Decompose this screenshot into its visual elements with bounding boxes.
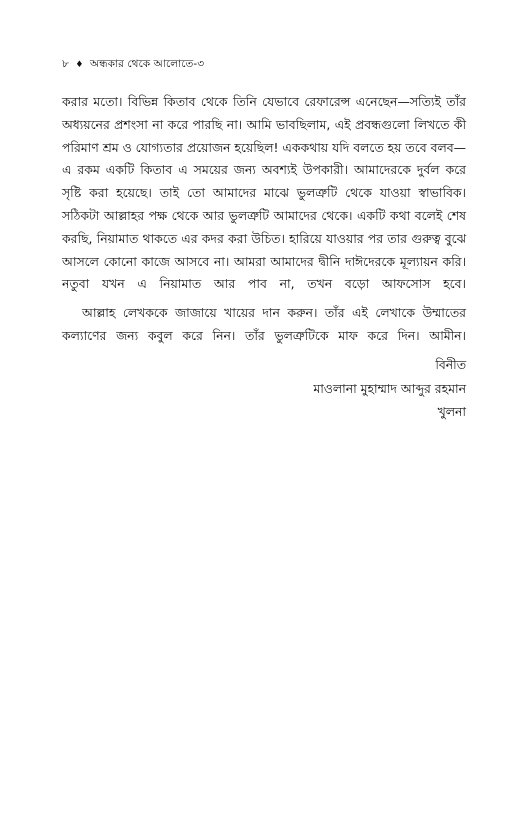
paragraph-1: করার মতো। বিভিন্ন কিতাব থেকে তিনি যেভাবে রেফারেন্স এনেছেন—সত্যিই তাঁর অধ্যয়নের প্রশংসা না করে পারছি না। আমি ভাবছিলাম, এই প্রবন্ধগুলো লিখতে কী পরিমাণ শ্রম ও যোগ্যতার প্রয়োজন হয়েছিল! এককথায় যদি বলতে হয় তবে বলব— এ রকম একটি কিতাব এ সময়ের জন্য অবশ্যই উপকারী। আমাদেরকে দুর্বল করে সৃষ্টি করা হয়েছে। তাই তো আমাদের মাঝে ভুলত্রুটি থেকে যাওয়া স্বাভাবিক। সঠিকটা আল্লাহর পক্ষ থেকে আর ভুলত্রুটি আমাদের থেকে। একটি কথা বলেই শেষ করছি, নিয়ামাত থাকতে এর কদর করা উচিত। হারিয়ে যাওয়ার পর তার গুরুত্ব বুঝে আসলে কোনো কাজে আসবে না। আমরা আমাদের দ্বীনি দাঈদেরকে মূল্যায়ন করি। নতুবা যখন এ নিয়ামাত আর পাব না, তখন বড়ো আফসোস হবে। [62,94,466,292]
signoff-block [206,353,466,424]
closing-word: বিনীত [435,357,466,372]
diamond-separator-icon: ♦ [75,60,84,70]
running-header [62,57,204,74]
author-place: খুলনা [437,404,466,419]
page-number: ৮ [62,58,69,70]
author-name: মাওলানা মুহাম্মাদ আব্দুর রহমান [313,380,466,396]
book-title: অন্ধকার থেকে আলোতে-৩ [90,58,205,70]
main-text [62,91,466,348]
paragraph-2: আল্লাহ লেখককে জাজায়ে খায়ের দান করুন। তাঁর এই লেখাকে উম্মাতের কল্যাণের জন্য কবুল করে নিন। তাঁর ভুলত্রুটিকে মাফ করে দিন। আমীন। [62,305,466,343]
